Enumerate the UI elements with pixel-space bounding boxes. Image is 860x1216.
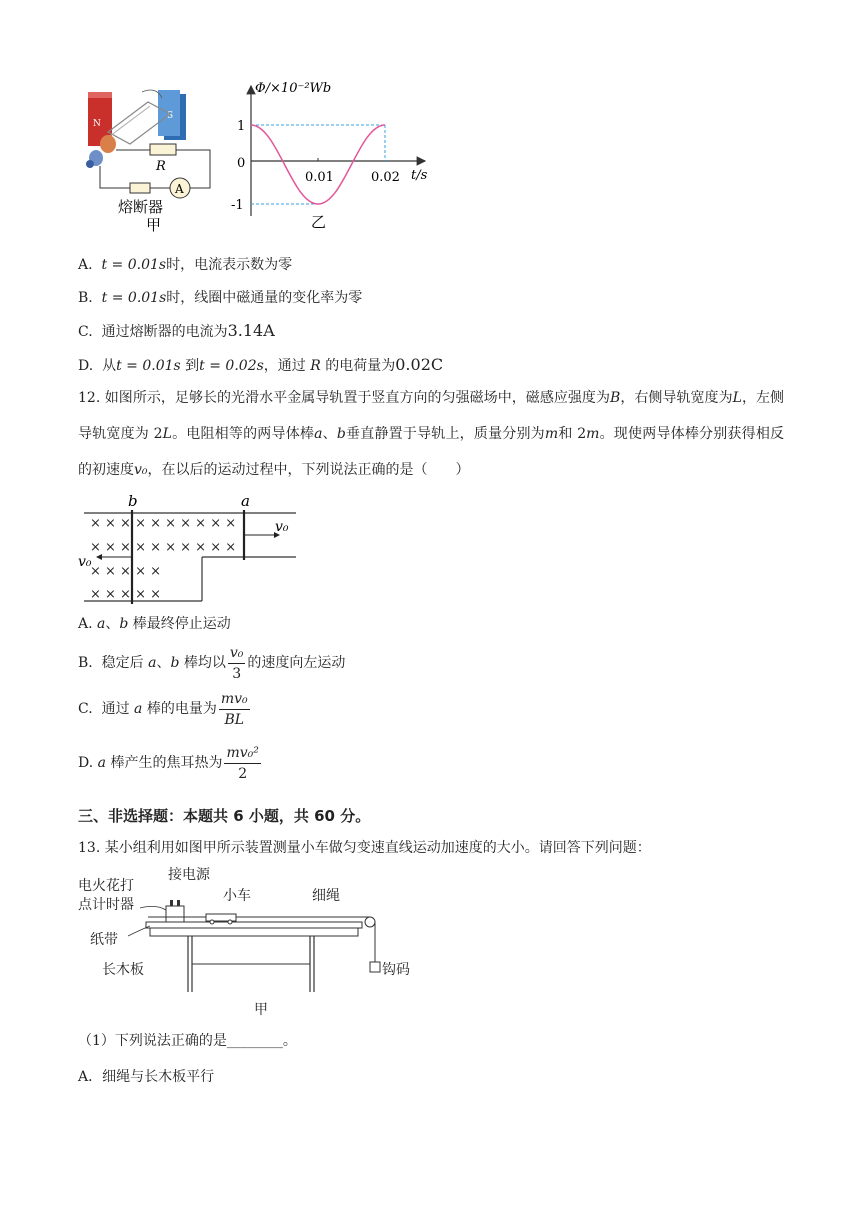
- svg-text:× × × × × × × × × ×: × × × × × × × × × ×: [90, 516, 237, 531]
- flux-graph-caption: 乙: [311, 213, 327, 231]
- svg-text:× × × × × × × × × ×: × × × × × × × × × ×: [90, 540, 237, 555]
- label-car: 小车: [223, 888, 251, 904]
- label-power: 接电源: [168, 867, 210, 883]
- hook-weight: [370, 962, 380, 972]
- q11-option-b: B. t = 0.01s时，线圈中磁通量的变化率为零: [78, 290, 363, 306]
- fraction-mv0sq-over-2: $\frac{\text{mv₀²}}{2}$: [226, 744, 259, 782]
- fuse: [130, 183, 150, 193]
- apparatus-caption: 甲: [254, 1002, 268, 1018]
- tick-y-m1: -1: [231, 198, 244, 213]
- rail-figure: [76, 488, 306, 608]
- q13-sub-1: （1）下列说法正确的是________。: [78, 1033, 297, 1049]
- q12-option-a: A. a、b 棒最终停止运动: [78, 616, 231, 632]
- q12-option-c: C. 通过 a 棒的电量为 $\frac{\text{mv₀}}{BL}$: [78, 690, 248, 728]
- svg-text:× × × × ×: × × × × ×: [90, 564, 161, 579]
- magnetic-field-crosses: [90, 516, 236, 602]
- tick-x-002: 0.02: [371, 170, 400, 185]
- generator-caption: 甲: [146, 216, 162, 234]
- q11-option-c: C. 通过熔断器的电流为3.14A: [78, 321, 275, 340]
- long-board: [150, 928, 358, 936]
- resistor-r: [150, 144, 176, 155]
- label-timer-2: 点计时器: [78, 897, 134, 913]
- v0-left-label: v₀: [78, 554, 92, 570]
- rod-b-label: b: [128, 492, 138, 510]
- tick-y-1: 1: [237, 119, 246, 134]
- magnet-n-label: N: [93, 119, 101, 129]
- svg-text:× × × × ×: × × × × ×: [90, 587, 161, 602]
- fraction-v0-over-3: $\frac{\text{v₀}}{3}$: [229, 644, 244, 682]
- fraction-mv0-over-bl: $\frac{\text{mv₀}}{BL}$: [220, 690, 248, 728]
- tick-y-0: 0: [237, 156, 246, 171]
- cart: [206, 914, 236, 921]
- q11-option-d: D. 从t = 0.01s 到t = 0.02s，通过 R 的电荷量为0.02C: [78, 355, 444, 374]
- ammeter-label: A: [175, 182, 184, 196]
- q13-option-a: A．细绳与长木板平行: [78, 1069, 215, 1085]
- label-timer-1: 电火花打: [78, 878, 134, 894]
- v0-right-label: v₀: [275, 519, 289, 535]
- label-weight: 钩码: [382, 962, 410, 978]
- rod-a-label: a: [241, 492, 250, 510]
- section-3-heading: 三、非选择题：本题共 6 小题，共 60 分。: [78, 807, 371, 825]
- resistor-r-label: R: [156, 159, 166, 174]
- generator-figure: [78, 84, 230, 236]
- q11-option-a: A. t = 0.01s时，电流表示数为零: [78, 257, 293, 273]
- timer-apparatus-figure: [78, 864, 428, 1024]
- fuse-label: 熔断器: [118, 198, 164, 216]
- spark-timer: [166, 906, 184, 922]
- flux-curve: [251, 125, 385, 204]
- pulley: [365, 917, 375, 927]
- label-board: 长木板: [102, 962, 144, 978]
- label-rope: 细绳: [312, 888, 340, 904]
- flux-x-label: t/s: [411, 168, 428, 183]
- magnet-s-label: S: [167, 111, 174, 121]
- q12-option-b: B. 稳定后 a、b 棒均以 $\frac{\text{v₀}}{3}$ 的速度向左运动: [78, 644, 346, 682]
- label-tape: 纸带: [90, 932, 118, 948]
- flux-y-label: Φ/×10⁻²Wb: [255, 81, 332, 96]
- q12-option-d: D. a 棒产生的焦耳热为 $\frac{\text{mv₀²}}{2}$: [78, 744, 259, 782]
- flux-graph: [225, 78, 450, 236]
- tick-x-001: 0.01: [305, 170, 334, 185]
- q12-stem: 12. 如图所示，足够长的光滑水平金属导轨置于竖直方向的匀强磁场中，磁感应强度为B，右侧导轨宽度为L，左侧导轨宽度为 2L。电阻相等的两导体棒a、b垂直静置于导轨上，质量分别为m和 2m。现使两导体棒分别获得相反的初速度v₀，在以后的运动过程中，下列说法正确的是（ ）: [78, 390, 785, 478]
- q13-stem: 13. 某小组利用如图甲所示装置测量小车做匀变速直线运动加速度的大小。请回答下列问题：: [78, 840, 651, 856]
